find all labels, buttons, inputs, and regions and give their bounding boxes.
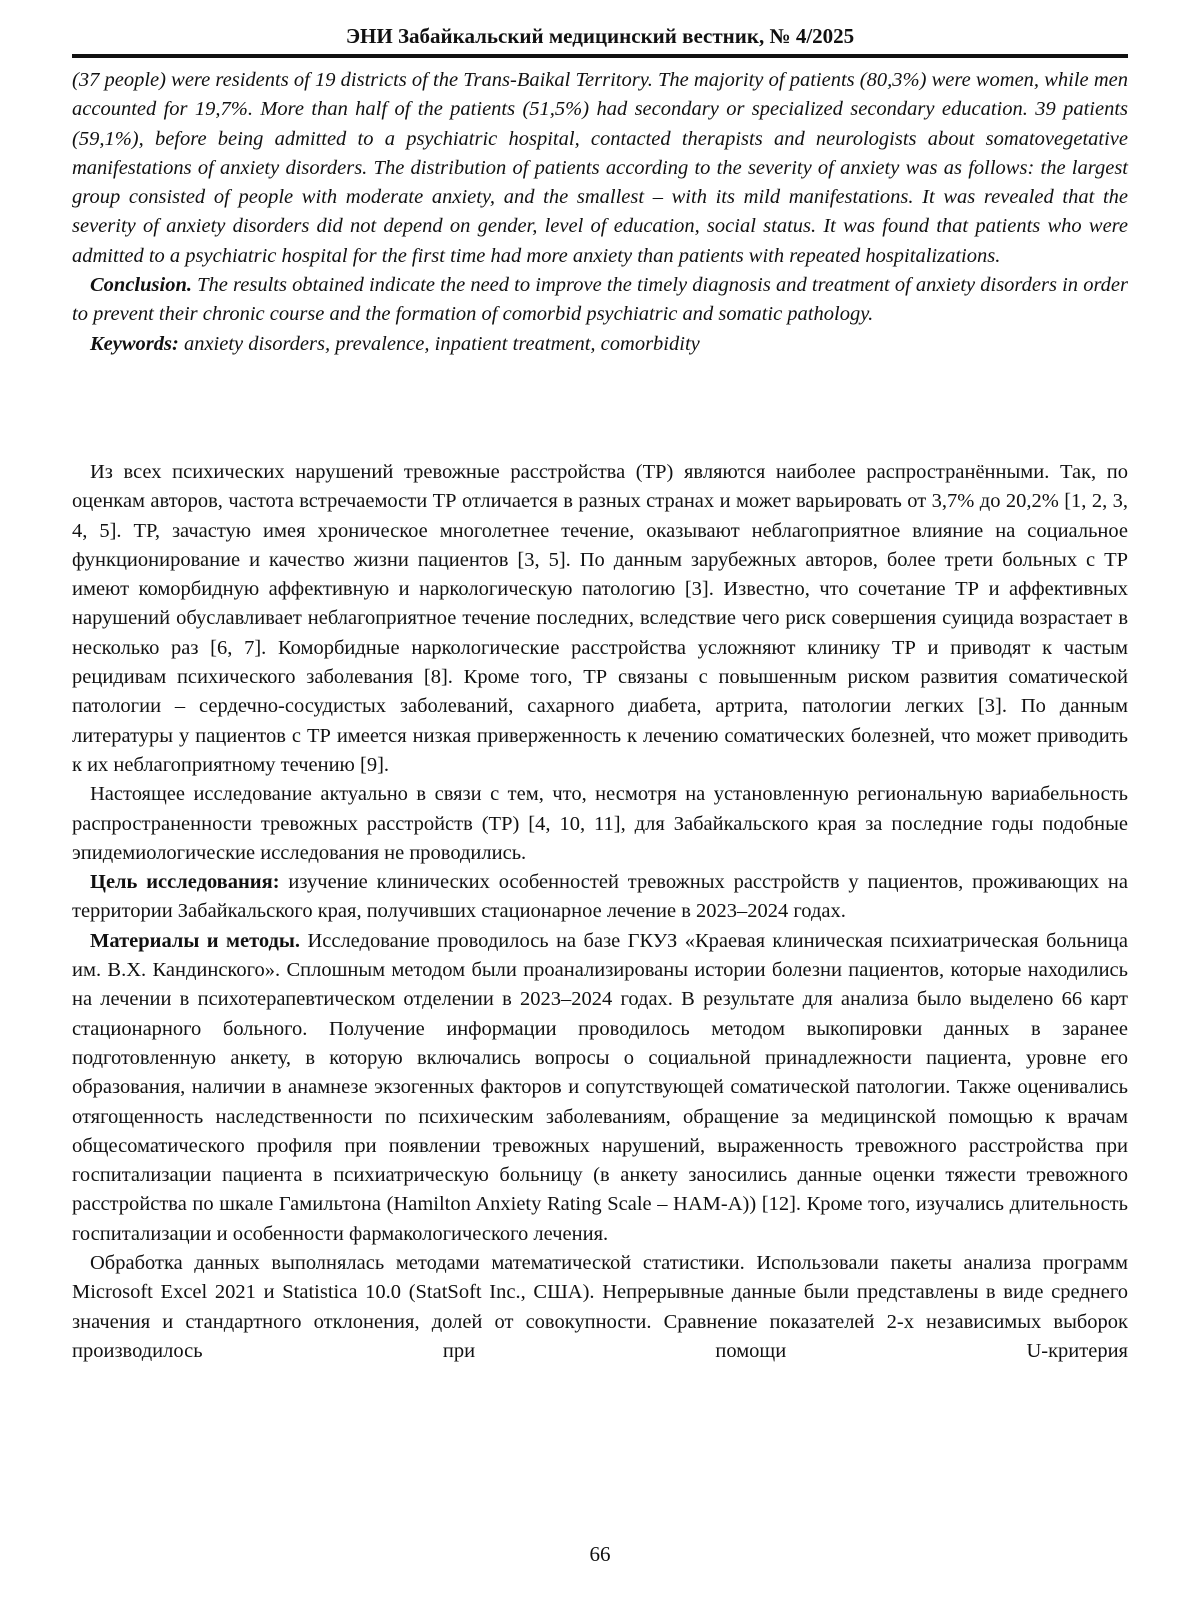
conclusion-label: Conclusion.	[90, 274, 192, 297]
paragraph-aim	[72, 868, 1128, 927]
keywords-text: anxiety disorders, prevalence, inpatient treatment, comorbidity	[178, 332, 700, 355]
journal-title: ЭНИ Забайкальский медицинский вестник, № 4/2025	[345, 24, 855, 48]
english-abstract	[72, 66, 1128, 359]
paragraph-methods	[72, 927, 1128, 1249]
keywords-label: Keywords:	[90, 332, 179, 355]
abstract-results-continuation: (37 people) were residents of 19 districts of the Trans-Baikal Territory. The majority of patients (80,3%) were women, while men accounted for 19,7%. More than half of the patients (51,5%) had secondary or specialized secondary education. 39 patients (59,1%), before being admitted to a psychiatric hospital, contacted therapists and neurologists about somatovegetative manifestations of anxiety disorders. The distribution of patients according to the severity of anxiety was as follows: the largest group consisted of people with moderate anxiety, and the smallest – with its mild manifestations. It was revealed that the severity of anxiety disorders did not depend on gender, level of education, social status. It was found that patients who were admitted to a psychiatric hospital for the first time had more anxiety than patients with repeated hospitalizations.	[72, 69, 1128, 267]
page-footer	[0, 1540, 1200, 1568]
methods-label: Материалы и методы.	[90, 929, 301, 952]
abstract-conclusion	[72, 271, 1128, 330]
paragraph-introduction: Из всех психических нарушений тревожные расстройства (ТР) являются наиболее распространёнными. Так, по оценкам авторов, частота встречаемости ТР отличается в разных странах и может варьировать от 3,7% до 20,2% [1, 2, 3, 4, 5]. ТР, зачастую имея хроническое многолетнее течение, оказывают неблагоприятное влияние на социальное функционирование и качество жизни пациентов [3, 5]. По данным зарубежных авторов, более трети больных с ТР имеют коморбидную аффективную и наркологическую патологию [3]. Известно, что сочетание ТР и аффективных нарушений обуславливает неблагоприятное течение последних, вследствие чего риск совершения суицида возрастает в несколько раз [6, 7]. Коморбидные наркологические расстройства усложняют клинику ТР и приводят к частым рецидивам психического заболевания [8]. Кроме того, ТР связаны с повышенным риском развития соматической патологии – сердечно-сосудистых заболеваний, сахарного диабета, артрита, патологии легких [3]. По данным литературы у пациентов с ТР имеется низкая приверженность к лечению соматических болезней, что может приводить к их неблагоприятному течению [9].	[72, 461, 1128, 776]
paragraph-statistics: Обработка данных выполнялась методами математической статистики. Использовали пакеты анализа программ Microsoft Excel 2021 и Statistica 10.0 (StatSoft Inc., США). Непрерывные данные были представлены в виде среднего значения и стандартного отклонения, долей от совокупности. Сравнение показателей 2-х независимых выборок производилось при помощи U-критерия	[72, 1252, 1128, 1362]
conclusion-text: The results obtained indicate the need to improve the timely diagnosis and treatment of anxiety disorders in order to prevent their chronic course and the formation of comorbid psychiatric and somatic pathology.	[72, 274, 1128, 326]
aim-label: Цель исследования:	[90, 871, 280, 894]
page-number: 66	[589, 1542, 611, 1566]
running-header	[72, 22, 1128, 50]
methods-text: Исследование проводилось на базе ГКУЗ «Краевая клиническая психиатрическая больница им. В.Х. Кандинского». Сплошным методом были проанализированы истории болезни пациентов, которые находились на лечении в психотерапевтическом отделении в 2023–2024 годах. В результате для анализа было выделено 66 карт стационарного больного. Получение информации проводилось методом выкопировки данных в заранее подготовленную анкету, в которую включались вопросы о социальной принадлежности пациента, уровне его образования, наличии в анамнезе экзогенных факторов и сопутствующей соматической патологии. Также оценивались отягощенность наследственности по психическим заболеваниям, обращение за медицинской помощью к врачам общесоматического профиля при появлении тревожных нарушений, выраженность тревожного расстройства при госпитализации пациента в психиатрическую больницу (в анкету заносились данные оценки тяжести тревожного расстройства по шкале Гамильтона (Hamilton Anxiety Rating Scale – HAM-A)) [12]. Кроме того, изучались длительность госпитализации и особенности фармакологического лечения.	[72, 929, 1128, 1245]
abstract-keywords	[72, 330, 1128, 359]
article-body	[72, 458, 1128, 1366]
header-rule	[72, 54, 1128, 58]
paragraph-relevance: Настоящее исследование актуально в связи с тем, что, несмотря на установленную региональную вариабельность распространенности тревожных расстройств (ТР) [4, 10, 11], для Забайкальского края за последние годы подобные эпидемиологические исследования не проводились.	[72, 783, 1128, 864]
aim-text: изучение клинических особенностей тревожных расстройств у пациентов, проживающих на территории Забайкальского края, получивших стационарное лечение в 2023–2024 годах.	[72, 871, 1128, 923]
